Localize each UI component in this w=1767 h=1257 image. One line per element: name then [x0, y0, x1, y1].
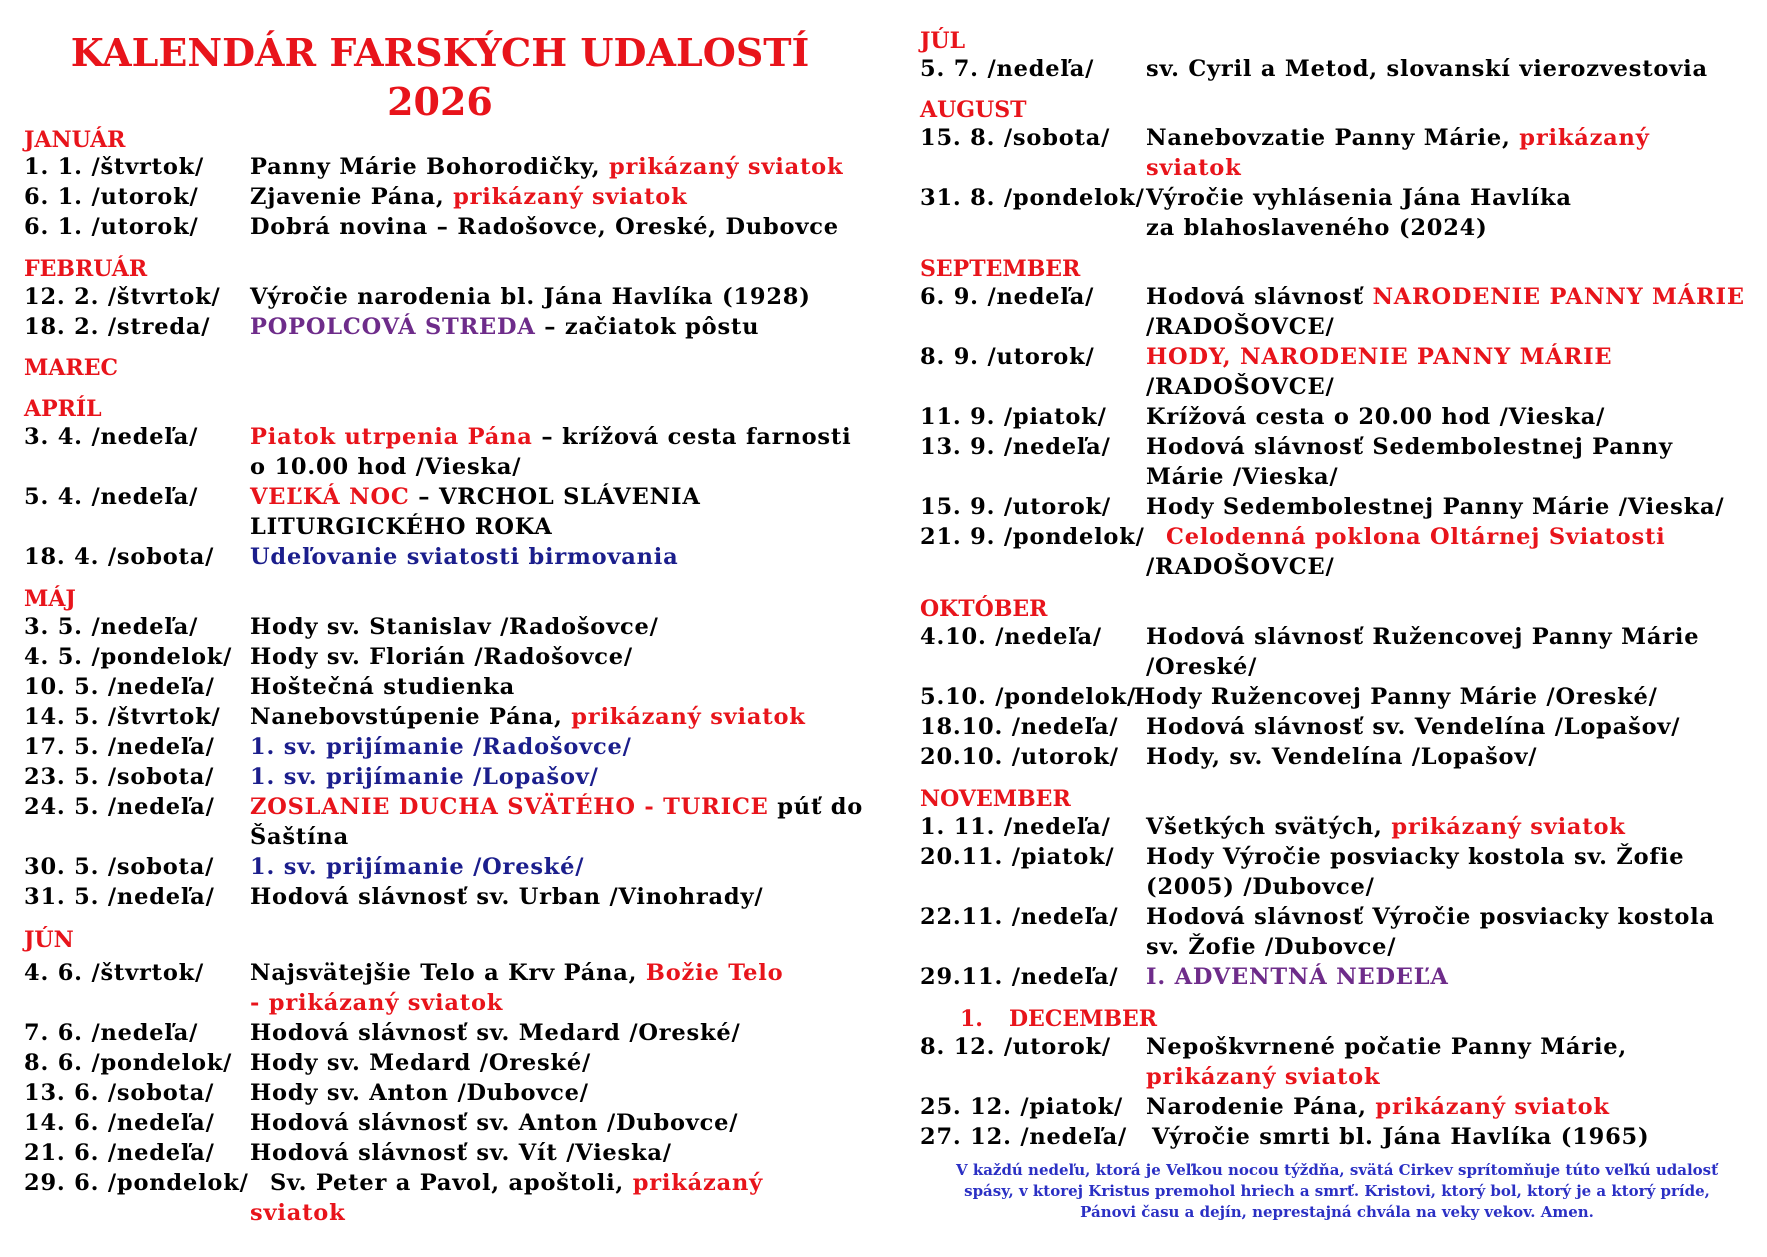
month-maj: MÁJ: [24, 586, 76, 612]
event-desc: Hodová slávnosť NARODENIE PANNY MÁRIE /RADOŠOVCE/: [1146, 284, 1745, 340]
event-date: 17. 5. /nedeľa/: [24, 734, 215, 760]
event-desc: POPOLCOVÁ STREDA – začiatok pôstu: [250, 314, 760, 340]
event-desc: Nepoškvrnené počatie Panny Márie, prikázaný sviatok: [1146, 1034, 1628, 1090]
event-date: 8. 12. /utorok/: [920, 1034, 1111, 1060]
month-marec: MAREC: [24, 355, 118, 381]
event-date: 8. 9. /utorok/: [920, 344, 1095, 370]
event-date: 29.11. /nedeľa/: [920, 964, 1119, 990]
event-date: 13. 9. /nedeľa/: [920, 434, 1111, 460]
event-desc: VEĽKÁ NOC – VRCHOL SLÁVENIA LITURGICKÉHO ROKA: [250, 484, 701, 540]
month-jun: JÚN: [24, 927, 74, 953]
event-date: 12. 2. /štvrtok/: [24, 284, 221, 310]
event-date: 11. 9. /piatok/: [920, 404, 1107, 430]
event-desc: Hody sv. Anton /Dubovce/: [250, 1080, 589, 1106]
month-april: APRÍL: [24, 396, 102, 422]
event-desc: Panny Márie Bohorodičky, prikázaný sviatok: [250, 154, 844, 180]
event-desc: Hody Ružencovej Panny Márie /Oreské/: [1134, 684, 1658, 710]
event-date: 20.10. /utorok/: [920, 744, 1119, 770]
event-desc: Nanebovzatie Panny Márie, prikázaný sviatok: [1146, 125, 1650, 181]
event-desc: Hodová slávnosť sv. Urban /Vinohrady/: [250, 884, 764, 910]
month-september: SEPTEMBER: [920, 256, 1081, 282]
event-date: 1. 1. /štvrtok/: [24, 154, 205, 180]
event-date: 21. 6. /nedeľa/: [24, 1140, 215, 1166]
event-date: 20.11. /piatok/: [920, 844, 1115, 870]
event-desc: Hodová slávnosť Ružencovej Panny Márie /Oreské/: [1146, 624, 1700, 680]
event-desc: Celodenná poklona Oltárnej Sviatosti /RADOŠOVCE/: [1146, 524, 1666, 580]
event-date: 1. 11. /nedeľa/: [920, 814, 1111, 840]
month-oktober: OKTÓBER: [920, 596, 1048, 622]
event-date: 14. 6. /nedeľa/: [24, 1110, 215, 1136]
event-desc: Hody Výročie posviacky kostola sv. Žofie (2005) /Dubovce/: [1146, 844, 1685, 900]
title-year: 2026: [387, 79, 493, 124]
event-date: 6. 1. /utorok/: [24, 214, 199, 240]
event-date: 23. 5. /sobota/: [24, 764, 215, 790]
event-desc: Hodová slávnosť Výročie posviacky kostola sv. Žofie /Dubovce/: [1146, 904, 1715, 960]
event-date: 5.10. /pondelok/: [920, 684, 1136, 710]
event-date: 13. 6. /sobota/: [24, 1080, 215, 1106]
event-desc: 1. sv. prijímanie /Radošovce/: [250, 734, 632, 760]
event-desc: Najsvätejšie Telo a Krv Pána, Božie Telo - prikázaný sviatok: [250, 960, 784, 1016]
event-date: 22.11. /nedeľa/: [920, 904, 1119, 930]
event-date: 4. 5. /pondelok/: [24, 644, 233, 670]
event-desc: Hodová slávnosť sv. Medard /Oreské/: [250, 1020, 741, 1046]
event-date: 31. 8. /pondelok/: [920, 185, 1145, 211]
month-januar: JANUÁR: [24, 127, 126, 153]
event-desc: Narodenie Pána, prikázaný sviatok: [1146, 1094, 1610, 1120]
event-date: 4. 6. /štvrtok/: [24, 960, 205, 986]
event-desc: Sv. Peter a Pavol, apoštoli, prikázaný sviatok: [250, 1170, 764, 1226]
month-november: NOVEMBER: [920, 786, 1071, 812]
event-desc: sv. Cyril a Metod, slovanskí vierozvestovia: [1146, 56, 1708, 82]
month-jul: JÚL: [920, 28, 966, 54]
event-date: 25. 12. /piatok/: [920, 1094, 1124, 1120]
event-desc: Udeľovanie sviatosti birmovania: [250, 544, 679, 570]
footer-line: spásy, v ktorej Kristus premohol hriech a smrť. Kristovi, ktorý bol, ktorý je a ktorý príde,: [964, 1182, 1710, 1200]
event-desc: Dobrá novina – Radošovce, Oreské, Dubovce: [250, 214, 839, 240]
footer-line: V každú nedeľu, ktorá je Veľkou nocou týždňa, svätá Cirkev sprítomňuje túto veľkú udalosť: [955, 1161, 1719, 1179]
month-december: 1. DECEMBER: [960, 1006, 1158, 1032]
event-date: 15. 9. /utorok/: [920, 494, 1111, 520]
event-desc: Všetkých svätých, prikázaný sviatok: [1146, 814, 1626, 840]
event-desc: Výročie narodenia bl. Jána Havlíka (1928): [250, 284, 811, 310]
page-title: [20, 28, 860, 126]
event-desc: ZOSLANIE DUCHA SVÄTÉHO - TURICE púť do Šaštína: [250, 794, 864, 850]
event-date: 15. 8. /sobota/: [920, 125, 1111, 151]
footer-line: Pánovi času a dejín, neprestajná chvála na veky vekov. Amen.: [1080, 1203, 1594, 1221]
event-date: 18. 4. /sobota/: [24, 544, 215, 570]
event-desc: Hodová slávnosť sv. Vendelína /Lopašov/: [1146, 714, 1681, 740]
event-date: 29. 6. /pondelok/: [24, 1170, 249, 1196]
event-date: 21. 9. /pondelok/: [920, 524, 1145, 550]
event-desc: Hoštečná studienka: [250, 674, 516, 700]
event-desc: Piatok utrpenia Pána – krížová cesta farnosti o 10.00 hod /Vieska/: [250, 424, 852, 480]
event-desc: Hody Sedembolestnej Panny Márie /Vieska/: [1146, 494, 1725, 520]
month-februar: FEBRUÁR: [24, 256, 148, 282]
event-date: 5. 7. /nedeľa/: [920, 56, 1095, 82]
event-desc: Hody sv. Medard /Oreské/: [250, 1050, 591, 1076]
event-desc: 1. sv. prijímanie /Lopašov/: [250, 764, 599, 790]
event-date: 8. 6. /pondelok/: [24, 1050, 233, 1076]
event-desc: Hodová slávnosť sv. Anton /Dubovce/: [250, 1110, 739, 1136]
event-date: 4.10. /nedeľa/: [920, 624, 1102, 650]
event-desc: Hodová slávnosť Sedembolestnej Panny Márie /Vieska/: [1146, 434, 1673, 490]
title-line-1: KALENDÁR FARSKÝCH UDALOSTÍ: [70, 30, 810, 75]
event-desc: Krížová cesta o 20.00 hod /Vieska/: [1146, 404, 1606, 430]
event-date: 18. 2. /streda/: [24, 314, 211, 340]
event-desc: 1. sv. prijímanie /Oreské/: [250, 854, 585, 880]
event-date: 24. 5. /nedeľa/: [24, 794, 215, 820]
event-desc: Hody sv. Stanislav /Radošovce/: [250, 614, 659, 640]
event-date: 27. 12. /nedeľa/: [920, 1124, 1128, 1150]
event-date: 3. 5. /nedeľa/: [24, 614, 199, 640]
event-date: 30. 5. /sobota/: [24, 854, 215, 880]
event-date: 18.10. /nedeľa/: [920, 714, 1119, 740]
event-date: 6. 1. /utorok/: [24, 184, 199, 210]
event-desc: Hody, sv. Vendelína /Lopašov/: [1146, 744, 1538, 770]
event-date: 6. 9. /nedeľa/: [920, 284, 1095, 310]
event-date: 7. 6. /nedeľa/: [24, 1020, 199, 1046]
event-date: 5. 4. /nedeľa/: [24, 484, 199, 510]
event-date: 31. 5. /nedeľa/: [24, 884, 215, 910]
event-desc: Výročie vyhlásenia Jána Havlíka za blahoslaveného (2024): [1146, 185, 1572, 241]
event-desc: I. ADVENTNÁ NEDEĽA: [1146, 964, 1449, 990]
event-date: 14. 5. /štvrtok/: [24, 704, 221, 730]
event-desc: Výročie smrti bl. Jána Havlíka (1965): [1152, 1124, 1650, 1150]
event-desc: Nanebovstúpenie Pána, prikázaný sviatok: [250, 704, 806, 730]
event-desc: Hody sv. Florián /Radošovce/: [250, 644, 633, 670]
event-desc: Hodová slávnosť sv. Vít /Vieska/: [250, 1140, 672, 1166]
event-date: 10. 5. /nedeľa/: [24, 674, 215, 700]
event-date: 3. 4. /nedeľa/: [24, 424, 199, 450]
month-august: AUGUST: [920, 97, 1027, 123]
event-desc: HODY, NARODENIE PANNY MÁRIE /RADOŠOVCE/: [1146, 344, 1613, 400]
footer-prayer: [912, 1160, 1762, 1223]
event-desc: Zjavenie Pána, prikázaný sviatok: [250, 184, 688, 210]
